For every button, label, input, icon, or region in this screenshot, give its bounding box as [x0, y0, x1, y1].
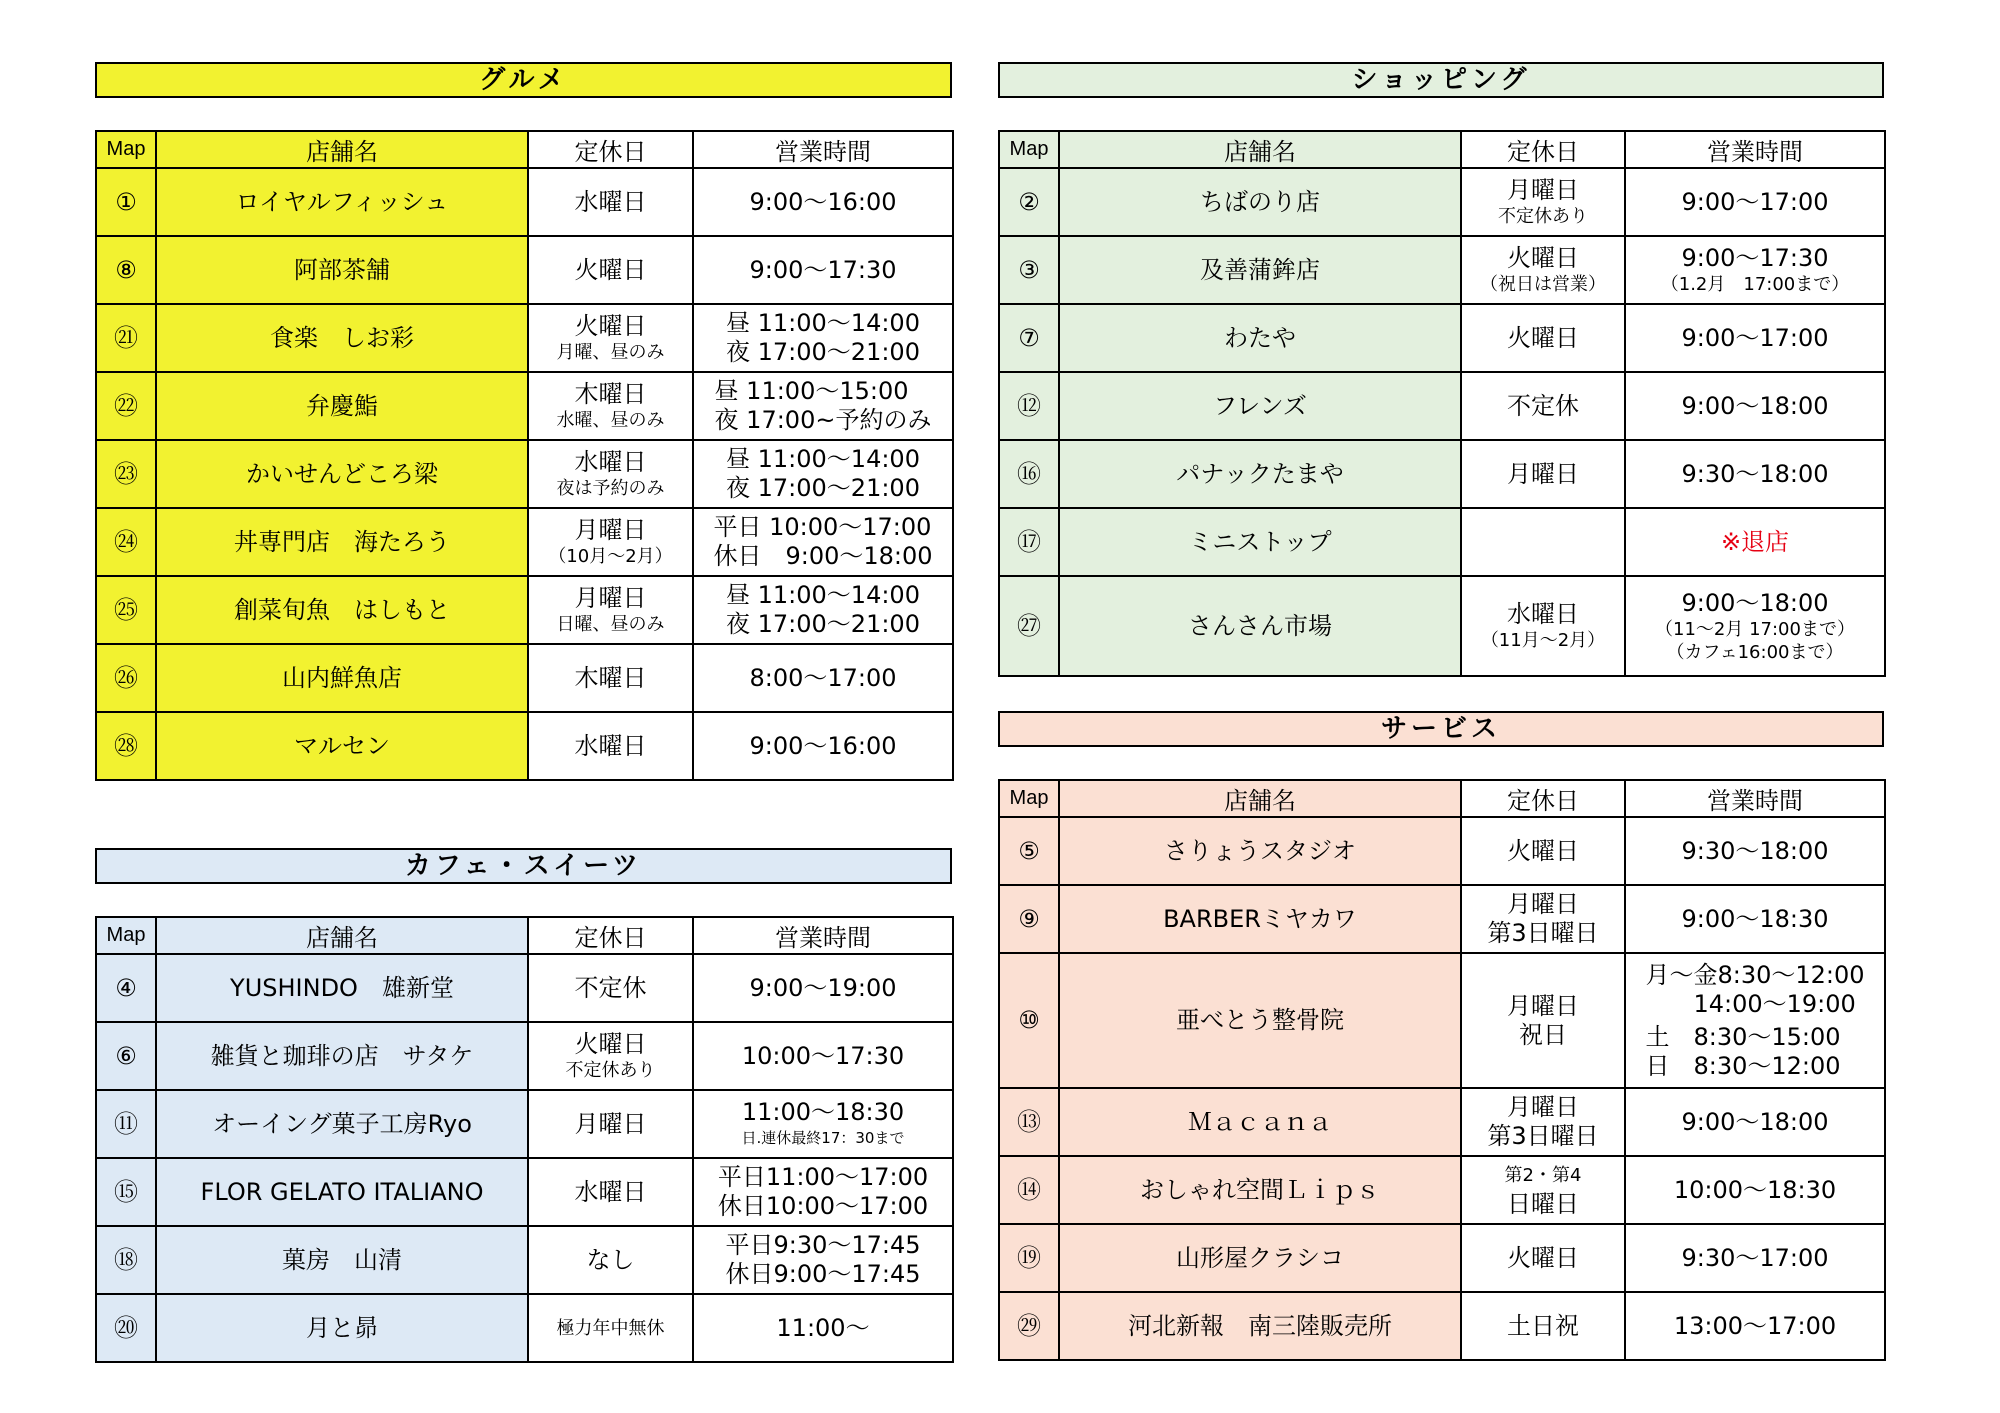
- business-hours: 9:00～16:00: [749, 187, 897, 216]
- service-table: [998, 779, 1886, 1361]
- shop-name: 雑貨と珈琲の店 サタケ: [156, 1022, 528, 1090]
- closed-day-cell: [528, 372, 693, 440]
- table-row: [96, 644, 953, 712]
- hours-lines: [749, 256, 896, 285]
- closed-day-cell: [528, 1226, 693, 1294]
- map-number: ①: [96, 168, 156, 236]
- hours-lines: [1681, 244, 1828, 273]
- business-hours-cell: [1625, 817, 1885, 885]
- table-row: [999, 576, 1885, 676]
- business-hours-cell: [1625, 1156, 1885, 1224]
- business-hours: 昼 11:00～14:00: [726, 581, 920, 609]
- shopping-table: [998, 130, 1886, 677]
- hours-lines: [1681, 589, 1828, 618]
- business-hours: 10:00～17:30: [741, 1041, 905, 1070]
- table-row: [999, 885, 1885, 953]
- business-hours: 休日9:00～17:45: [725, 1260, 921, 1288]
- closed-day: 火曜日: [574, 312, 647, 340]
- closed-day-cell: [528, 712, 693, 780]
- business-hours-cell: [1625, 440, 1885, 508]
- business-hours-cell: [1625, 168, 1885, 236]
- closed-day: なし: [586, 1245, 635, 1274]
- hours-lines: [1681, 905, 1828, 934]
- business-hours-cell: [693, 1022, 953, 1090]
- section-title-cafe: カフェ・スイーツ: [95, 848, 952, 884]
- closed-day: 月曜日: [574, 1109, 647, 1138]
- closed-day-cell: [528, 1090, 693, 1158]
- shop-name: ロイヤルフィッシュ: [156, 168, 528, 236]
- closed-day: 木曜日: [574, 380, 647, 408]
- closed-day-cell: [1461, 508, 1625, 576]
- table-row: [999, 1088, 1885, 1156]
- table-row: [999, 1292, 1885, 1360]
- closed-day-cell: [1461, 1156, 1625, 1224]
- business-hours-cell: [1625, 1088, 1885, 1156]
- column-header-name: 店舗名: [156, 131, 528, 168]
- business-hours-note: （1.2月 17:00まで）: [1660, 274, 1850, 295]
- business-hours-cell: [693, 372, 953, 440]
- business-hours: 13:00～17:00: [1673, 1311, 1837, 1340]
- table-header: [96, 131, 953, 168]
- closed-day: 月曜日: [1507, 1093, 1579, 1121]
- map-number: ⑲: [999, 1224, 1059, 1292]
- closed-day: 月曜日: [574, 516, 647, 544]
- closed-day: 火曜日: [574, 1030, 647, 1058]
- table-row: [96, 440, 953, 508]
- map-number: ⑩: [999, 953, 1059, 1088]
- closed-day: 水曜日: [574, 731, 647, 760]
- map-number: ⑱: [96, 1226, 156, 1294]
- column-header-name: 店舗名: [1059, 131, 1461, 168]
- business-hours: 8:00～17:00: [749, 663, 897, 692]
- shop-name: YUSHINDO 雄新堂: [156, 954, 528, 1022]
- shop-name: 食楽 しお彩: [156, 304, 528, 372]
- business-hours: 昼 11:00～14:00: [726, 445, 920, 473]
- closed-day: 火曜日: [1507, 836, 1579, 865]
- closed-day: 極力年中無休: [556, 1317, 665, 1339]
- shop-name: 亜べとう整骨院: [1059, 953, 1461, 1088]
- closed-day-cell: [528, 576, 693, 644]
- business-hours: 9:30～17:00: [1681, 1243, 1829, 1272]
- closed-day: 月曜日: [1507, 890, 1579, 918]
- closed-day-cell: [1461, 576, 1625, 676]
- shop-name: 弁慶鮨: [156, 372, 528, 440]
- business-hours-cell: [693, 1294, 953, 1362]
- column-header-hours: 営業時間: [693, 917, 953, 954]
- business-hours-cell: [693, 954, 953, 1022]
- business-hours-note: 日.連休最終17：30まで: [741, 1129, 905, 1147]
- business-hours: 昼 11:00～15:00: [714, 377, 909, 405]
- closed-day-cell: [1461, 953, 1625, 1088]
- shop-name: BARBERミヤカワ: [1059, 885, 1461, 953]
- table-row: [999, 508, 1885, 576]
- shop-name: 丼専門店 海たろう: [156, 508, 528, 576]
- business-hours: 9:00～18:30: [1681, 904, 1829, 933]
- business-hours: 夜 17:00～21:00: [726, 610, 920, 638]
- business-hours: 9:00～18:00: [1681, 391, 1829, 420]
- map-number: ⑨: [999, 885, 1059, 953]
- business-hours-cell: [693, 712, 953, 780]
- business-hours: 昼 11:00～14:00: [726, 309, 920, 337]
- column-header-closed: 定休日: [1461, 780, 1625, 817]
- business-hours-note: （カフェ16:00まで）: [1666, 641, 1844, 663]
- closed-day-cell: [528, 508, 693, 576]
- table-row: [96, 168, 953, 236]
- closed-day: 不定休: [1507, 391, 1579, 420]
- table-row: [96, 1158, 953, 1226]
- business-hours-cell: [1625, 236, 1885, 304]
- column-header-map: Map: [96, 131, 156, 168]
- business-hours-cell: [1625, 1224, 1885, 1292]
- table-row: [999, 953, 1885, 1088]
- hours-lines: [1645, 961, 1864, 1081]
- business-hours-cell: [693, 576, 953, 644]
- table-row: [999, 1224, 1885, 1292]
- closed-day-cell: [1461, 304, 1625, 372]
- table-row: [96, 576, 953, 644]
- map-number: ㉗: [999, 576, 1059, 676]
- table-row: [999, 304, 1885, 372]
- hours-lines: [726, 581, 920, 639]
- shop-name: ちばのり店: [1059, 168, 1461, 236]
- closed-day: 土日祝: [1507, 1311, 1579, 1340]
- closed-day: 月曜日: [1507, 176, 1579, 204]
- hours-lines: [776, 1314, 869, 1343]
- column-header-closed: 定休日: [528, 917, 693, 954]
- closed-day-extra: 祝日: [1519, 1020, 1567, 1049]
- hours-lines: [749, 974, 896, 1003]
- business-hours: 9:00～17:00: [1681, 187, 1829, 216]
- hours-lines: [726, 309, 920, 367]
- business-hours-cell: [693, 1226, 953, 1294]
- hours-lines: [713, 513, 932, 571]
- business-hours: 9:00～19:00: [749, 973, 897, 1002]
- hours-lines: [1681, 392, 1828, 421]
- closed-day-cell: [1461, 236, 1625, 304]
- table-row: [96, 954, 953, 1022]
- closed-day: 水曜日: [1507, 600, 1579, 628]
- business-hours-note: （11～2月 17:00まで）: [1655, 618, 1855, 640]
- business-hours: 9:30～18:00: [1681, 836, 1829, 865]
- map-number: ㉖: [96, 644, 156, 712]
- hours-lines: [1681, 460, 1828, 489]
- map-number: ㉑: [96, 304, 156, 372]
- hours-lines: [1681, 1244, 1828, 1273]
- shop-name: 阿部茶舗: [156, 236, 528, 304]
- business-hours-cell: [693, 168, 953, 236]
- closed-day: 不定休: [574, 973, 647, 1002]
- closed-day: 水曜日: [574, 187, 647, 216]
- map-number: ⑦: [999, 304, 1059, 372]
- closed-day-note: 不定休あり: [565, 1060, 656, 1081]
- closed-day-cell: [1461, 1224, 1625, 1292]
- shop-name: さんさん市場: [1059, 576, 1461, 676]
- business-hours: 土 8:30～15:00: [1645, 1022, 1841, 1051]
- business-hours: 9:00～18:00: [1681, 1107, 1829, 1136]
- shop-name: パナックたまや: [1059, 440, 1461, 508]
- hours-lines: [1681, 324, 1828, 353]
- business-hours-cell: [693, 304, 953, 372]
- table-row: [96, 712, 953, 780]
- hours-lines: [1681, 837, 1828, 866]
- hours-lines: [718, 1163, 928, 1221]
- closed-day-cell: [528, 1158, 693, 1226]
- map-number: ⑬: [999, 1088, 1059, 1156]
- business-hours: 9:30～18:00: [1681, 459, 1829, 488]
- closed-day-note: （祝日は営業）: [1480, 274, 1606, 295]
- column-header-map: Map: [999, 131, 1059, 168]
- map-number: ④: [96, 954, 156, 1022]
- hours-lines: [715, 377, 932, 435]
- closed-day: 火曜日: [1507, 244, 1579, 272]
- shop-name: FLOR GELATO ITALIANO: [156, 1158, 528, 1226]
- closed-status: ※退店: [1720, 527, 1790, 556]
- map-number: ㉘: [96, 712, 156, 780]
- table-row: [96, 1294, 953, 1362]
- business-hours: 休日10:00～17:00: [717, 1192, 929, 1220]
- business-hours-cell: [1625, 953, 1885, 1088]
- closed-day-cell: [528, 236, 693, 304]
- map-number: ②: [999, 168, 1059, 236]
- business-hours: 9:00～17:00: [1681, 323, 1829, 352]
- business-hours: 9:00～17:30: [749, 255, 897, 284]
- closed-day: 火曜日: [1507, 323, 1579, 352]
- table-row: [96, 508, 953, 576]
- map-number: ⑳: [96, 1294, 156, 1362]
- column-header-map: Map: [999, 780, 1059, 817]
- business-hours-cell: [1625, 508, 1885, 576]
- closed-day-extra: 日曜日: [1507, 1190, 1579, 1218]
- shop-name: ミニストップ: [1059, 508, 1461, 576]
- column-header-hours: 営業時間: [1625, 780, 1885, 817]
- map-number: ⑰: [999, 508, 1059, 576]
- table-header: [999, 780, 1885, 817]
- shop-name: おしゃれ空間Ｌｉｐｓ: [1059, 1156, 1461, 1224]
- closed-day: 木曜日: [574, 663, 647, 692]
- closed-day-cell: [1461, 1292, 1625, 1360]
- shop-name: 山形屋クラシコ: [1059, 1224, 1461, 1292]
- column-header-closed: 定休日: [1461, 131, 1625, 168]
- closed-day-cell: [528, 304, 693, 372]
- map-number: ㉒: [96, 372, 156, 440]
- map-number: ⑧: [96, 236, 156, 304]
- business-hours-cell: [1625, 576, 1885, 676]
- business-hours: 夜 17:00～21:00: [726, 474, 920, 502]
- business-hours: 10:00～18:30: [1673, 1175, 1837, 1204]
- business-hours-cell: [693, 1090, 953, 1158]
- map-number: ⑫: [999, 372, 1059, 440]
- closed-day: 火曜日: [574, 255, 647, 284]
- map-number: ⑮: [96, 1158, 156, 1226]
- table-row: [999, 440, 1885, 508]
- business-hours: 9:00～17:30: [1681, 244, 1829, 272]
- hours-lines: [1681, 1108, 1828, 1137]
- business-hours-cell: [693, 440, 953, 508]
- map-number: ⑯: [999, 440, 1059, 508]
- business-hours: 夜 17:00～21:00: [726, 338, 920, 366]
- table-row: [999, 236, 1885, 304]
- closed-day: 水曜日: [574, 1177, 647, 1206]
- hours-lines: [1674, 1312, 1836, 1341]
- closed-day-cell: [528, 440, 693, 508]
- closed-day-cell: [1461, 440, 1625, 508]
- business-hours-cell: [693, 1158, 953, 1226]
- table-row: [96, 1090, 953, 1158]
- shop-name: フレンズ: [1059, 372, 1461, 440]
- column-header-hours: 営業時間: [693, 131, 953, 168]
- table-row: [999, 168, 1885, 236]
- shop-name: 及善蒲鉾店: [1059, 236, 1461, 304]
- map-number: ㉔: [96, 508, 156, 576]
- table-row: [96, 1022, 953, 1090]
- column-header-name: 店舗名: [156, 917, 528, 954]
- hours-lines: [749, 664, 896, 693]
- business-hours: 14:00～19:00: [1645, 989, 1856, 1018]
- column-header-name: 店舗名: [1059, 780, 1461, 817]
- shop-name: Ｍａｃａｎａ: [1059, 1088, 1461, 1156]
- table-row: [999, 817, 1885, 885]
- closed-day-cell: [528, 168, 693, 236]
- closed-day: 月曜日: [1507, 459, 1579, 488]
- table-header: [999, 131, 1885, 168]
- gourmet-table: [95, 130, 954, 781]
- shop-name: 創菜旬魚 はしもと: [156, 576, 528, 644]
- closed-day-note: （11月～2月）: [1480, 630, 1606, 651]
- column-header-hours: 営業時間: [1625, 131, 1885, 168]
- hours-lines: [749, 732, 896, 761]
- business-hours-cell: [1625, 1292, 1885, 1360]
- map-number: ㉙: [999, 1292, 1059, 1360]
- closed-day-cell: [528, 644, 693, 712]
- hours-lines: [742, 1042, 904, 1071]
- closed-day: 月曜日: [1507, 991, 1579, 1020]
- map-number: ㉓: [96, 440, 156, 508]
- closed-day-note: （10月～2月）: [548, 546, 673, 567]
- closed-day: 第2・第4: [1504, 1165, 1582, 1186]
- business-hours: 夜 17:00~予約のみ: [714, 406, 932, 434]
- business-hours-cell: [693, 236, 953, 304]
- closed-day: 水曜日: [574, 448, 647, 476]
- hours-lines: [725, 1231, 920, 1289]
- business-hours: 休日 9:00～18:00: [713, 542, 933, 570]
- map-number: ⑤: [999, 817, 1059, 885]
- hours-lines: [726, 445, 920, 503]
- map-number: ⑥: [96, 1022, 156, 1090]
- business-hours-cell: [1625, 304, 1885, 372]
- business-hours: 日 8:30～12:00: [1645, 1051, 1841, 1080]
- business-hours: 11:00～18:30: [741, 1098, 905, 1126]
- closed-day-note: 日曜、昼のみ: [556, 614, 665, 635]
- table-header: [96, 917, 953, 954]
- closed-day-cell: [1461, 168, 1625, 236]
- closed-day-note: 水曜、昼のみ: [556, 410, 665, 431]
- hours-lines: [749, 188, 896, 217]
- shop-name: かいせんどころ梁: [156, 440, 528, 508]
- shop-name: マルセン: [156, 712, 528, 780]
- hours-lines: [1681, 188, 1828, 217]
- business-hours: 9:00～18:00: [1681, 588, 1829, 617]
- hours-lines: [1674, 1176, 1836, 1205]
- business-hours-cell: [693, 508, 953, 576]
- closed-day-cell: [1461, 817, 1625, 885]
- shop-name: 河北新報 南三陸販売所: [1059, 1292, 1461, 1360]
- table-row: [96, 304, 953, 372]
- business-hours-cell: [1625, 885, 1885, 953]
- closed-day-note: 月曜、昼のみ: [556, 342, 665, 363]
- table-row: [96, 1226, 953, 1294]
- section-title-shopping: ショッピング: [998, 62, 1884, 98]
- closed-day-cell: [1461, 885, 1625, 953]
- section-title-service: サービス: [998, 711, 1884, 747]
- business-hours: 月～金8:30～12:00: [1645, 960, 1865, 989]
- business-hours: 平日 10:00～17:00: [713, 513, 932, 541]
- closed-day-extra: 第3日曜日: [1487, 919, 1599, 947]
- shop-name: わたや: [1059, 304, 1461, 372]
- business-hours: 11:00～: [776, 1313, 870, 1342]
- table-row: [999, 372, 1885, 440]
- map-number: ⑭: [999, 1156, 1059, 1224]
- map-number: ㉕: [96, 576, 156, 644]
- closed-day-cell: [1461, 372, 1625, 440]
- closed-day-cell: [528, 954, 693, 1022]
- column-header-map: Map: [96, 917, 156, 954]
- map-number: ⑪: [96, 1090, 156, 1158]
- table-row: [96, 372, 953, 440]
- closed-day-cell: [528, 1022, 693, 1090]
- shop-name: オーイング菓子工房Ryo: [156, 1090, 528, 1158]
- closed-day-extra: 第3日曜日: [1487, 1122, 1599, 1150]
- business-hours: 平日11:00～17:00: [717, 1163, 929, 1191]
- table-row: [999, 1156, 1885, 1224]
- column-header-closed: 定休日: [528, 131, 693, 168]
- closed-day: 月曜日: [574, 584, 647, 612]
- cafe-table: [95, 916, 954, 1363]
- hours-lines: [742, 1098, 904, 1127]
- shop-name: 山内鮮魚店: [156, 644, 528, 712]
- section-title-gourmet: グルメ: [95, 62, 952, 98]
- closed-day-cell: [1461, 1088, 1625, 1156]
- shop-name: さりょうスタジオ: [1059, 817, 1461, 885]
- business-hours-cell: [1625, 372, 1885, 440]
- shop-name: 月と昴: [156, 1294, 528, 1362]
- shop-name: 菓房 山清: [156, 1226, 528, 1294]
- business-hours: 9:00～16:00: [749, 731, 897, 760]
- closed-day-note: 不定休あり: [1498, 206, 1588, 227]
- business-hours: 平日9:30～17:45: [725, 1231, 921, 1259]
- closed-day: 火曜日: [1507, 1243, 1579, 1272]
- table-row: [96, 236, 953, 304]
- map-number: ③: [999, 236, 1059, 304]
- business-hours-cell: [693, 644, 953, 712]
- closed-day-note: 夜は予約のみ: [556, 478, 665, 499]
- closed-day-cell: [528, 1294, 693, 1362]
